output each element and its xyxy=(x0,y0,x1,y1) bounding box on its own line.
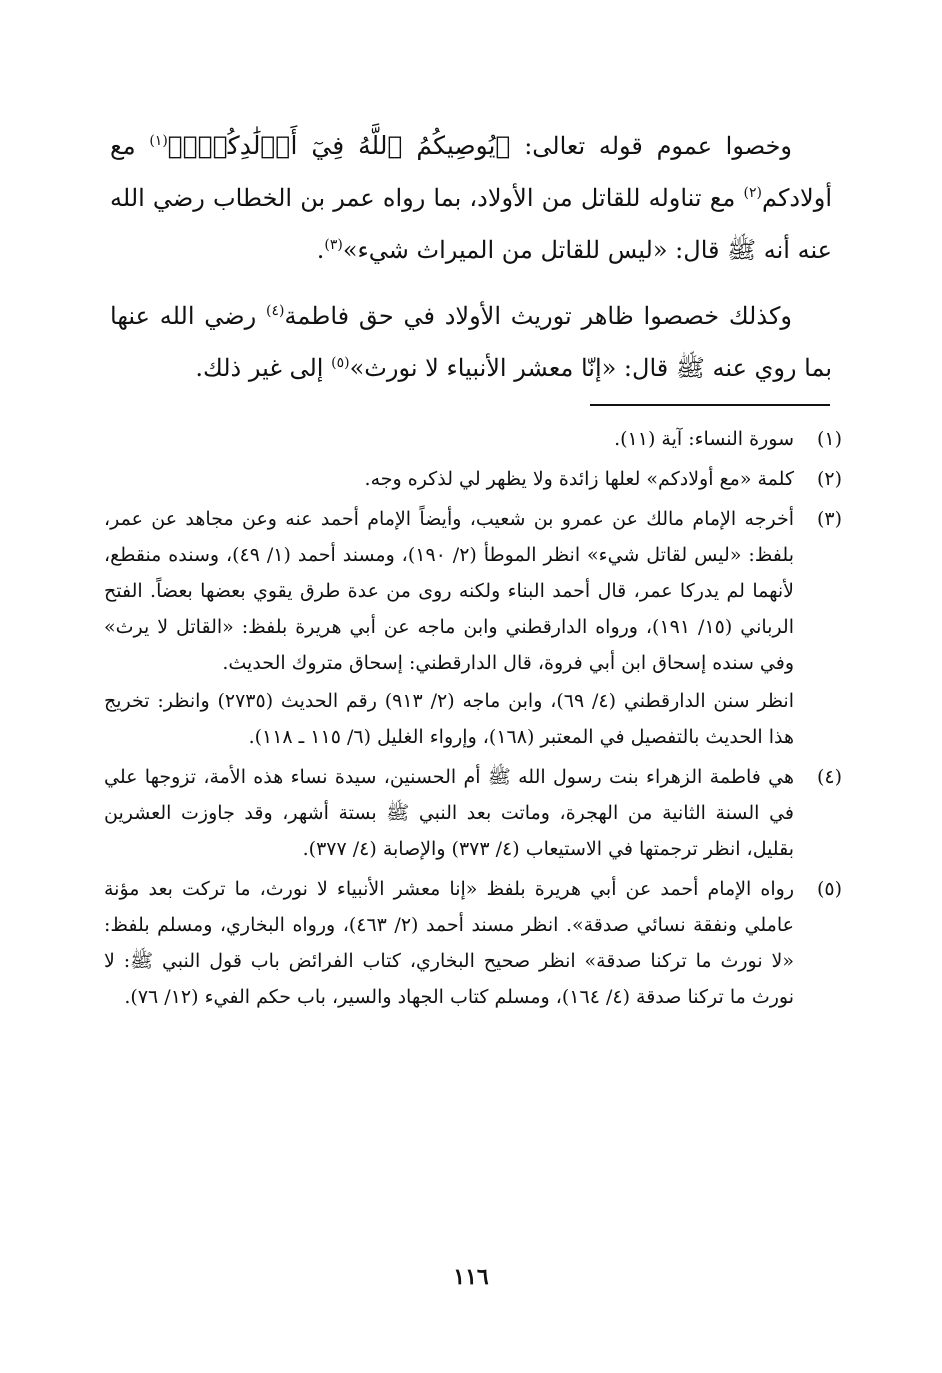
footnote-text: سورة النساء: آية (١١). xyxy=(614,428,794,450)
footnote-ref-1[interactable]: (١) xyxy=(149,133,168,149)
page-number: ١١٦ xyxy=(453,1264,489,1290)
footnote-2 xyxy=(104,461,842,497)
footnote-number: (٥) xyxy=(816,878,842,900)
footnotes xyxy=(104,421,842,1015)
footnote-4 xyxy=(104,759,842,867)
footnote-ref-2[interactable]: (٢) xyxy=(743,185,762,201)
paragraph-1 xyxy=(110,120,832,276)
footnote-ref-4[interactable]: (٤) xyxy=(266,303,285,319)
footnote-text: هي فاطمة الزهراء بنت رسول الله ﷺ أم الحسنين، سيدة نساء هذه الأمة، تزوجها علي في السنة الثانية من الهجرة، وماتت بعد النبي ﷺ بستة أشهر، وقد جاوزت العشرين بقليل، انظر ترجمتها في الاستيعاب (٤/ ٣٧٣) والإصابة (٤/ ٣٧٧). xyxy=(104,766,794,860)
footnote-ref-3[interactable]: (٣) xyxy=(324,237,343,253)
footnote-ref-5[interactable]: (٥) xyxy=(331,355,350,371)
footnote-number: (٤) xyxy=(816,766,842,788)
footnote-number: (٣) xyxy=(816,508,842,530)
paragraph-1-text: وخصوا عموم قوله تعالى: xyxy=(524,132,792,160)
paragraph-1-text: مع أولادكم xyxy=(110,132,832,212)
paragraph-2-text: وكذلك خصصوا ظاهر توريث الأولاد في حق فاطمة xyxy=(284,302,792,330)
footnote-separator xyxy=(590,404,830,406)
quran-verse: ﴿يُوصِيكُمُ ٱللَّهُ فِيٓ أَوۡلَٰدِكُمۡۖ﴾ xyxy=(167,131,511,160)
paragraph-2-text: إلى غير ذلك. xyxy=(195,354,324,382)
footnote-text-continued: انظر سنن الدارقطني (٤/ ٦٩)، وابن ماجه (٢/ ٩١٣) رقم الحديث (٢٧٣٥) وانظر: تخريج هذا الحديث بالتفصيل في المعتبر (١٦٨)، وإرواء الغليل (٦/ ١١٥ ـ ١١٨). xyxy=(104,690,794,748)
footnote-text: كلمة «مع أولادكم» لعلها زائدة ولا يظهر لي لذكره وجه. xyxy=(364,468,794,490)
footnote-3 xyxy=(104,501,842,755)
footnote-number: (١) xyxy=(816,428,842,450)
footnote-5 xyxy=(104,871,842,1015)
footnote-number: (٢) xyxy=(816,468,842,490)
footnote-text: أخرجه الإمام مالك عن عمرو بن شعيب، وأيضاً الإمام أحمد عنه وعن مجاهد عن عمر، بلفظ: «ليس لقاتل شيء» انظر الموطأ (٢/ ١٩٠)، ومسند أحمد (١/ ٤٩)، وسنده منقطع، لأنهما لم يدركا عمر، قال أحمد البناء ولكنه روى من عدة طرق يقوي بعضها بعضاً. الفتح الرباني (١٥/ ١٩١)، ورواه الدارقطني وابن ماجه عن أبي هريرة بلفظ: «القاتل لا يرث» وفي سنده إسحاق ابن أبي فروة، قال الدارقطني: إسحاق متروك الحديث. xyxy=(104,508,794,674)
paragraph-2 xyxy=(110,290,832,394)
paragraph-1-text: مع تناوله للقاتل من الأولاد، بما رواه عمر بن الخطاب رضي الله عنه أنه ﷺ قال: «ليس للقاتل من الميراث شيء» xyxy=(110,184,832,264)
main-text xyxy=(110,120,832,394)
footnote-1 xyxy=(104,421,842,457)
paragraph-2-text: رضي الله عنها بما روي عنه ﷺ قال: «إنّا معشر الأنبياء لا نورث» xyxy=(110,302,832,382)
paragraph-1-text: . xyxy=(316,236,325,264)
footnote-text: رواه الإمام أحمد عن أبي هريرة بلفظ «إنا معشر الأنبياء لا نورث، ما تركت بعد مؤنة عاملي ونفقة نسائي صدقة». انظر مسند أحمد (٢/ ٤٦٣)، ورواه البخاري، ومسلم بلفظ: «لا نورث ما تركنا صدقة» انظر صحيح البخاري، كتاب الفرائض باب قول النبي ﷺ: لا نورث ما تركنا صدقة (٤/ ١٦٤)، ومسلم كتاب الجهاد والسير، باب حكم الفيء (١٢/ ٧٦). xyxy=(104,878,794,1008)
